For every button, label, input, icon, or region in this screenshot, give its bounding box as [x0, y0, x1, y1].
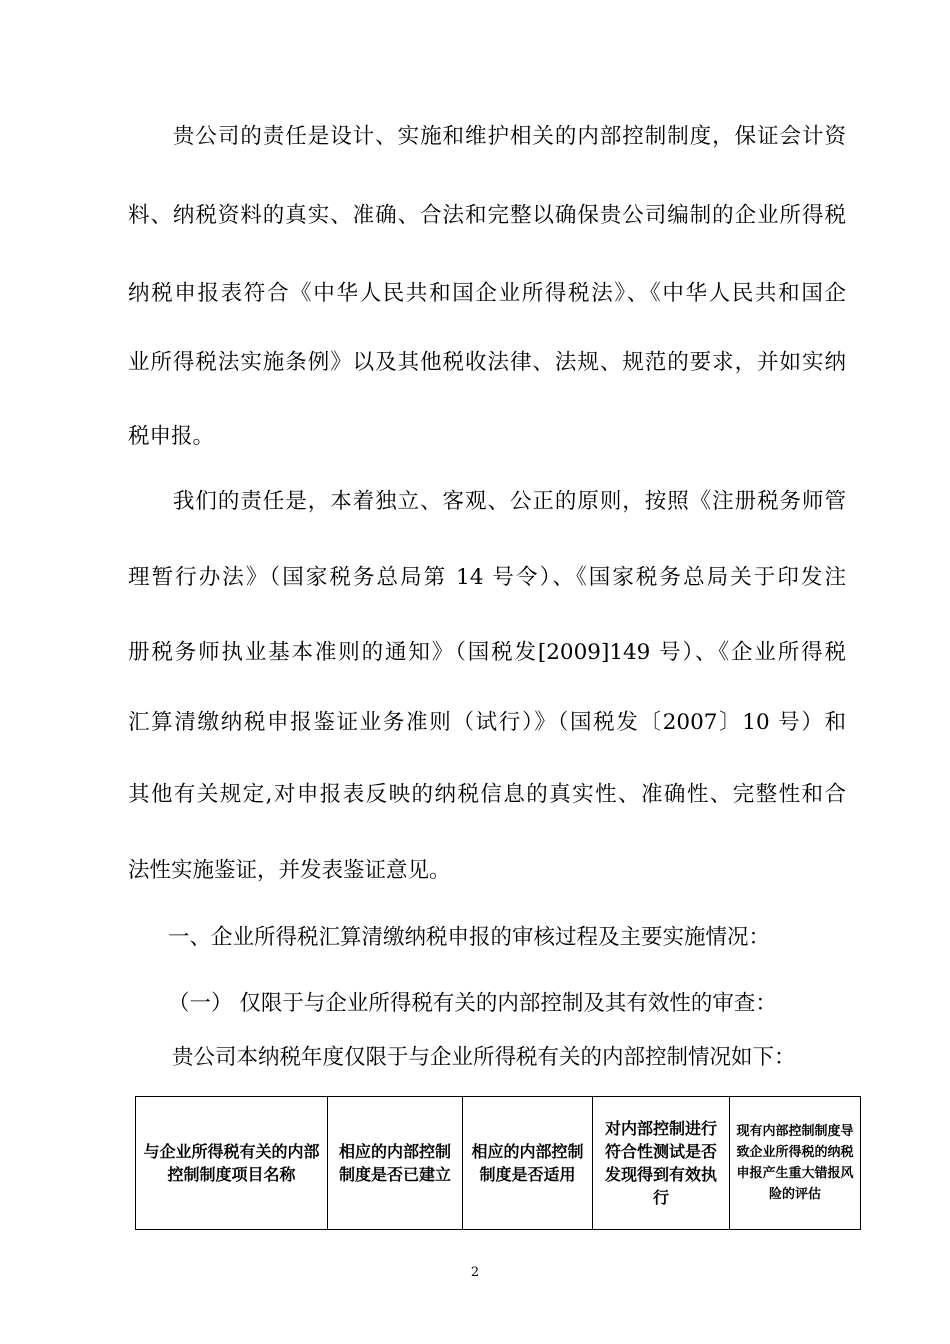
header-compliance-test: 对内部控制进行符合性测试是否发现得到有效执行 [593, 1097, 730, 1230]
subsection-heading: （一） 仅限于与企业所得税有关的内部控制及其有效性的审查： [168, 991, 777, 1016]
header-control-applicable: 相应的内部控制制度是否适用 [463, 1097, 593, 1230]
table-header-row [136, 1097, 861, 1230]
text-line: 其他有关规定,对申报表反映的纳税信息的真实性、准确性、完整性和合 [128, 782, 846, 807]
internal-control-table [135, 1096, 861, 1230]
text-line: 税申报。 [128, 424, 215, 449]
text-line: 册税务师执业基本准则的通知》（国税发[2009]149 号）、《企业所得税 [128, 640, 846, 665]
page-number: 2 [470, 1265, 480, 1280]
text-line: 业所得税法实施条例》以及其他税收法律、法规、规范的要求，并如实纳 [128, 350, 846, 375]
text-line: 汇算清缴纳税申报鉴证业务准则（试行）》（国税发〔2007〕10 号）和 [128, 710, 846, 735]
header-risk-assessment: 现有内部控制制度导致企业所得税的纳税申报产生重大错报风险的评估 [730, 1097, 861, 1230]
text-line: 料、纳税资料的真实、准确、合法和完整以确保贵公司编制的企业所得税 [128, 203, 846, 228]
text-line: 我们的责任是，本着独立、客观、公正的原则，按照《注册税务师管 [128, 489, 846, 514]
header-control-established: 相应的内部控制制度是否已建立 [328, 1097, 463, 1230]
header-control-item-name: 与企业所得税有关的内部控制制度项目名称 [136, 1097, 328, 1230]
text-line: 法性实施鉴证，并发表鉴证意见。 [128, 858, 451, 883]
intro-sentence: 贵公司本纳税年度仅限于与企业所得税有关的内部控制情况如下： [172, 1045, 796, 1070]
text-line: 纳税申报表符合《中华人民共和国企业所得税法》、《中华人民共和国企 [128, 281, 846, 306]
text-line: 理暂行办法》（国家税务总局第 14 号令）、《国家税务总局关于印发注 [128, 565, 846, 590]
section-heading: 一、企业所得税汇算清缴纳税申报的审核过程及主要实施情况： [168, 925, 771, 950]
text-line: 贵公司的责任是设计、实施和维护相关的内部控制制度，保证会计资 [128, 124, 846, 149]
